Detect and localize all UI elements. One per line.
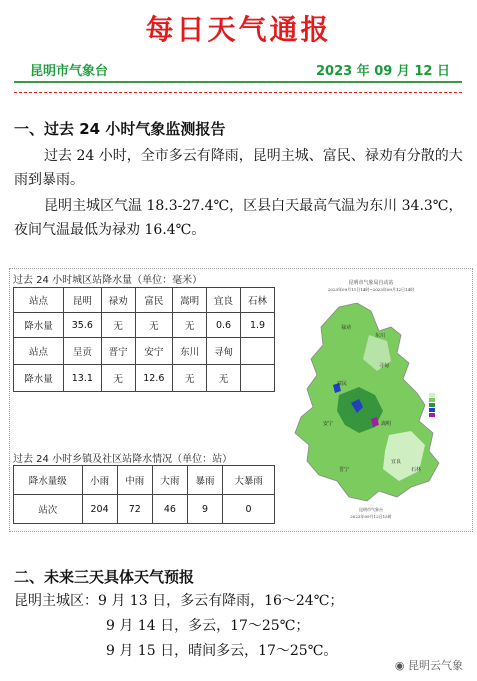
table-cell: 东川 <box>173 338 207 365</box>
map-place-label: 晋宁 <box>339 467 350 473</box>
table-row <box>14 288 275 313</box>
table-cell: 无 <box>101 313 135 338</box>
map-subtitle: 2023年09月11日14时~2023年09月12日14时 <box>327 287 415 292</box>
table-cell: 72 <box>117 495 152 524</box>
table-cell: 降水量 <box>14 313 64 338</box>
map-place-label: 安宁 <box>323 421 334 427</box>
table-cell: 嵩明 <box>173 288 207 313</box>
table-cell: 204 <box>82 495 117 524</box>
map-place-label: 嵩明 <box>381 421 392 427</box>
forecast-line-3: 9 月 15 日，晴间多云，17～25℃。 <box>106 643 338 659</box>
township-rainfall-table <box>13 465 275 524</box>
section1-para2: 昆明主城区气温 18.3-27.4℃，区县白天最高气温为东川 34.3℃，夜间气温最低为禄劝 16.4℃。 <box>14 198 463 238</box>
table-cell: 富民 <box>135 288 173 313</box>
map-place-label: 禄劝 <box>341 325 352 331</box>
table-cell: 大暴雨 <box>223 466 275 495</box>
table-cell: 12.6 <box>135 365 173 392</box>
table-cell: 35.6 <box>64 313 102 338</box>
table-cell: 晋宁 <box>101 338 135 365</box>
table-cell: 0 <box>223 495 275 524</box>
table-cell: 安宁 <box>135 338 173 365</box>
header-rule <box>14 81 462 83</box>
table-cell: 13.1 <box>64 365 102 392</box>
table2-caption: 过去 24 小时乡镇及社区站降水情况（单位：站） <box>13 454 233 465</box>
table-cell: 无 <box>135 313 173 338</box>
issuing-office: 昆明市气象台 <box>30 64 109 79</box>
section1-para1: 过去 24 小时，全市多云有降雨，昆明主城、富民、禄劝有分散的大雨到暴雨。 <box>14 148 463 188</box>
table1-caption: 过去 24 小时城区站降水量（单位：毫米） <box>13 275 203 286</box>
header-dash-rule <box>14 92 462 93</box>
wechat-icon: ◉ <box>394 659 408 672</box>
table-row <box>14 466 275 495</box>
table-cell: 呈贡 <box>64 338 102 365</box>
table-row <box>14 338 275 365</box>
table-cell: 无 <box>101 365 135 392</box>
map-place-label: 东川 <box>375 333 386 339</box>
table-row <box>14 495 275 524</box>
table-cell: 站次 <box>14 495 83 524</box>
table-cell: 小雨 <box>82 466 117 495</box>
map-footer: 昆明市气象台 <box>359 507 383 512</box>
urban-rainfall-table <box>13 287 275 392</box>
table-cell: 降水量 <box>14 365 64 392</box>
table-row <box>14 313 275 338</box>
table-cell: 站点 <box>14 288 64 313</box>
table-cell <box>240 338 274 365</box>
table-cell: 无 <box>173 365 207 392</box>
map-place-label: 宜良 <box>391 459 402 465</box>
table-cell: 站点 <box>14 338 64 365</box>
table-cell: 中雨 <box>117 466 152 495</box>
table-cell: 1.9 <box>240 313 274 338</box>
table-row <box>14 365 275 392</box>
table-cell: 寻甸 <box>207 338 241 365</box>
table-cell: 无 <box>173 313 207 338</box>
table-cell: 宜良 <box>207 288 241 313</box>
table-cell: 无 <box>207 365 241 392</box>
forecast-line-1: 昆明主城区：9 月 13 日，多云有降雨，16～24℃； <box>14 593 344 609</box>
table-cell: 暴雨 <box>187 466 222 495</box>
section1-heading: 一、过去 24 小时气象监测报告 <box>14 120 226 138</box>
report-title: 每日天气通报 <box>145 13 332 46</box>
table-cell: 46 <box>152 495 187 524</box>
section2-heading: 二、未来三天具体天气预报 <box>14 568 195 586</box>
forecast-line-2: 9 月 14 日，多云，17～25℃； <box>106 618 310 634</box>
table-cell: 昆明 <box>64 288 102 313</box>
rainfall-map <box>279 275 464 525</box>
report-date: 2023 年 09 月 12 日 <box>316 64 450 79</box>
table-cell <box>240 365 274 392</box>
table-cell: 0.6 <box>207 313 241 338</box>
wechat-watermark: ◉ 昆明云气象 <box>394 659 463 672</box>
table-cell: 降水量级 <box>14 466 83 495</box>
table-cell: 9 <box>187 495 222 524</box>
map-legend <box>429 393 435 417</box>
table-cell: 禄劝 <box>101 288 135 313</box>
map-place-label: 石林 <box>411 467 422 473</box>
map-place-label: 富民 <box>337 381 348 387</box>
map-footer-date: 2023年09月12日15时 <box>350 514 392 519</box>
table-cell: 大雨 <box>152 466 187 495</box>
map-title: 昆明市气象局自动站 <box>348 280 394 286</box>
table-cell: 石林 <box>240 288 274 313</box>
map-place-label: 寻甸 <box>379 363 390 369</box>
